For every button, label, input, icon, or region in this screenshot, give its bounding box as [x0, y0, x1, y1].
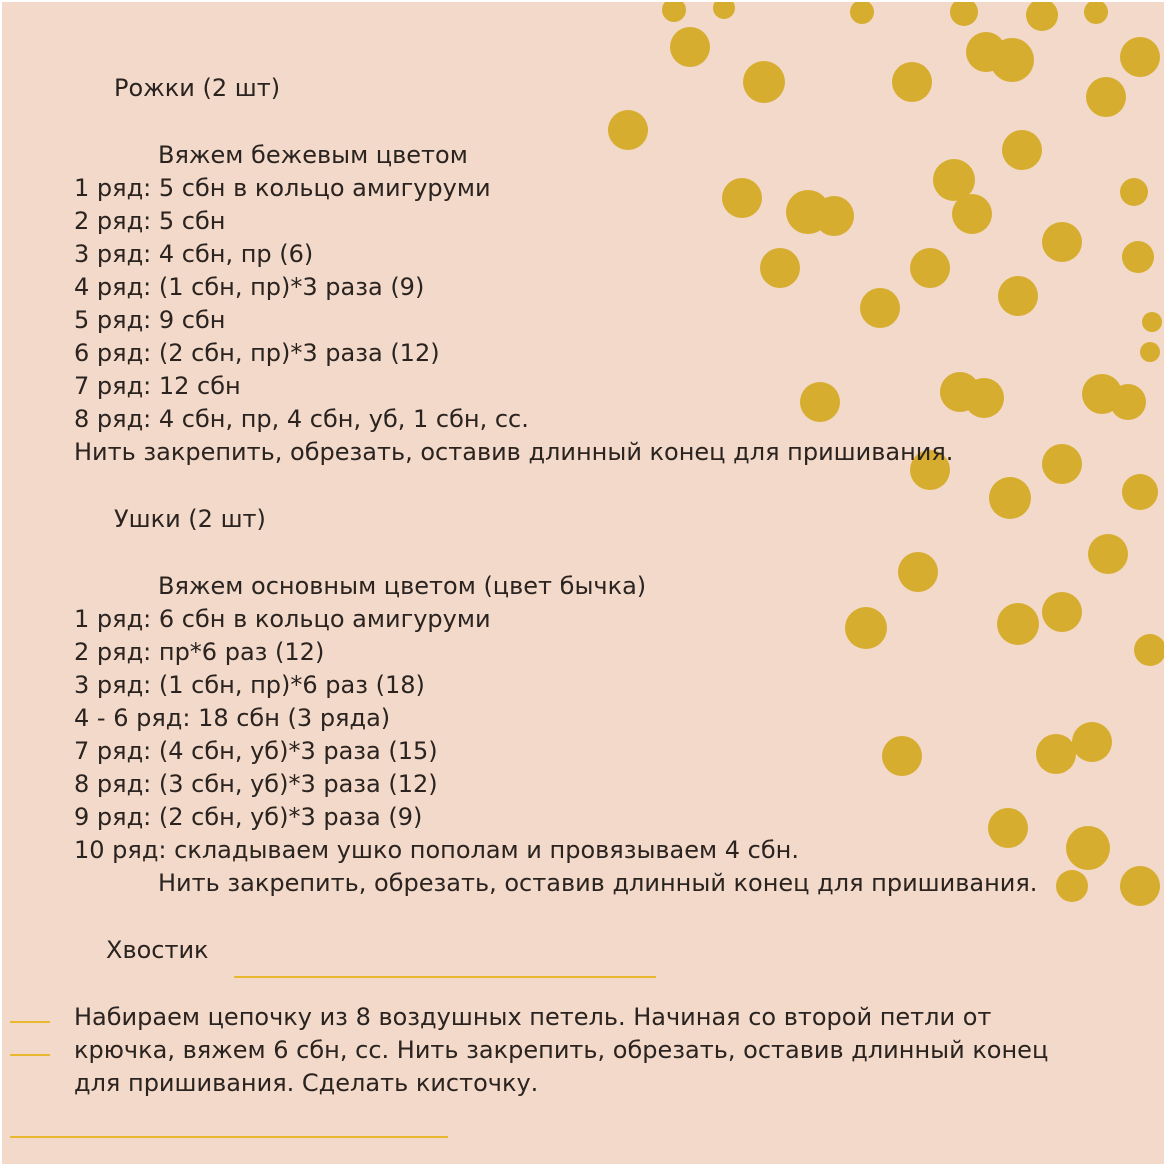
pattern-row: 3 ряд: (1 сбн, пр)*6 раз (18)	[74, 671, 425, 699]
confetti-dot	[1042, 592, 1082, 632]
confetti-dot	[1140, 342, 1160, 362]
pattern-row: 2 ряд: пр*6 раз (12)	[74, 638, 325, 666]
confetti-dot	[1110, 384, 1146, 420]
confetti-dot	[1026, 2, 1058, 31]
confetti-dot	[1042, 444, 1082, 484]
instruction-line: для пришивания. Сделать кисточку.	[74, 1069, 539, 1097]
section-subtitle-horns: Вяжем бежевым цветом	[158, 141, 468, 169]
finish-instruction: Нить закрепить, обрезать, оставив длинный конец для пришивания.	[74, 438, 954, 466]
confetti-dot	[1056, 870, 1088, 902]
pattern-row: 10 ряд: складываем ушко пополам и провязываем 4 сбн.	[74, 836, 799, 864]
left-accent-line	[10, 1021, 50, 1023]
left-accent-line	[10, 1054, 50, 1056]
confetti-dot	[713, 2, 735, 19]
confetti-dot	[989, 477, 1031, 519]
section-subtitle-ears: Вяжем основным цветом (цвет бычка)	[158, 572, 647, 600]
confetti-dot	[892, 62, 932, 102]
confetti-dot	[1086, 77, 1126, 117]
confetti-dot	[882, 736, 922, 776]
pattern-row: 6 ряд: (2 сбн, пр)*3 раза (12)	[74, 339, 440, 367]
instruction-line: Набираем цепочку из 8 воздушных петель. Начиная со второй петли от	[74, 1003, 992, 1031]
horns-rows	[74, 172, 953, 469]
confetti-dot	[1042, 222, 1082, 262]
confetti-dot	[1088, 534, 1128, 574]
pattern-row: 4 ряд: (1 сбн, пр)*3 раза (9)	[74, 273, 425, 301]
confetti-dot	[1002, 130, 1042, 170]
confetti-dot	[662, 2, 686, 22]
confetti-dot	[997, 603, 1039, 645]
confetti-dot	[898, 552, 938, 592]
confetti-dot	[1072, 722, 1112, 762]
bottom-accent-line	[10, 1136, 448, 1138]
confetti-dot	[950, 2, 978, 26]
pattern-row: 1 ряд: 5 сбн в кольцо амигуруми	[74, 174, 491, 202]
section-title-ears: Ушки (2 шт)	[114, 505, 266, 533]
pattern-row: 1 ряд: 6 сбн в кольцо амигуруми	[74, 605, 491, 633]
confetti-dot	[998, 276, 1038, 316]
title-underline	[234, 976, 656, 978]
finish-instruction: Нить закрепить, обрезать, оставив длинный конец для пришивания.	[158, 869, 1038, 897]
pattern-row: 2 ряд: 5 сбн	[74, 207, 226, 235]
confetti-dot	[1134, 634, 1164, 666]
confetti-dot	[990, 38, 1034, 82]
confetti-dot	[1142, 312, 1162, 332]
confetti-dot	[988, 808, 1028, 848]
tail-instructions	[74, 1001, 1048, 1100]
confetti-dot	[1036, 734, 1076, 774]
pattern-row: 9 ряд: (2 сбн, уб)*3 раза (9)	[74, 803, 423, 831]
pattern-row: 8 ряд: (3 сбн, уб)*3 раза (12)	[74, 770, 438, 798]
section-title-tail: Хвостик	[106, 936, 209, 964]
confetti-dot	[1122, 241, 1154, 273]
confetti-dot	[964, 378, 1004, 418]
confetti-dot	[845, 607, 887, 649]
pattern-row: 4 - 6 ряд: 18 сбн (3 ряда)	[74, 704, 391, 732]
confetti-dot	[1120, 37, 1160, 77]
instruction-line: крючка, вяжем 6 сбн, сс. Нить закрепить, обрезать, оставив длинный конец	[74, 1036, 1049, 1064]
pattern-row: 7 ряд: 12 сбн	[74, 372, 241, 400]
confetti-dot	[850, 2, 874, 24]
confetti-dot	[1066, 826, 1110, 870]
confetti-dot	[1122, 474, 1158, 510]
confetti-dot	[670, 27, 710, 67]
ears-rows	[74, 603, 799, 867]
section-title-horns: Рожки (2 шт)	[114, 74, 281, 102]
confetti-dot	[608, 110, 648, 150]
confetti-dot	[1120, 866, 1160, 906]
confetti-dot	[952, 194, 992, 234]
pattern-row: 3 ряд: 4 сбн, пр (6)	[74, 240, 314, 268]
confetti-dot	[1120, 178, 1148, 206]
confetti-dot	[1084, 2, 1108, 24]
pattern-row: 7 ряд: (4 сбн, уб)*3 раза (15)	[74, 737, 438, 765]
pattern-row: 5 ряд: 9 сбн	[74, 306, 226, 334]
confetti-dot	[743, 61, 785, 103]
pattern-row: 8 ряд: 4 сбн, пр, 4 сбн, уб, 1 сбн, сс.	[74, 405, 529, 433]
recipe-page	[2, 2, 1164, 1164]
